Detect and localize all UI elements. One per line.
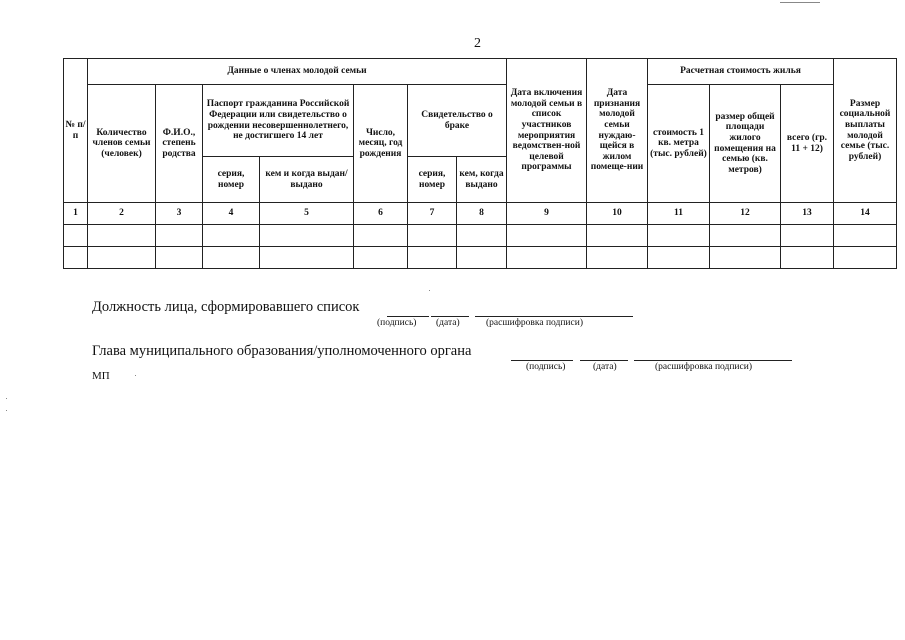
scan-speck bbox=[6, 398, 7, 399]
column-number: 5 bbox=[260, 203, 354, 225]
signature-1-decode-caption: (расшифровка подписи) bbox=[486, 318, 583, 328]
empty-cell bbox=[834, 247, 897, 269]
header-family-count: Количество членов семьи (человек) bbox=[88, 85, 156, 203]
scan-speck bbox=[429, 290, 430, 291]
header-total: всего (гр. 11 + 12) bbox=[781, 85, 834, 203]
empty-cell bbox=[781, 225, 834, 247]
signature-1-sig-line bbox=[387, 316, 429, 317]
empty-cell bbox=[457, 225, 507, 247]
signature-2-sig-caption: (подпись) bbox=[526, 362, 566, 372]
empty-cell bbox=[834, 225, 897, 247]
header-area: размер общей площади жилого помещения на семью (кв. метров) bbox=[710, 85, 781, 203]
signature-2-sig-line bbox=[511, 360, 573, 361]
header-passport-series: серия, номер bbox=[203, 157, 260, 203]
header-n: № п/п bbox=[64, 59, 88, 203]
empty-cell bbox=[203, 247, 260, 269]
header-recognition-date: Дата признания молодой семьи нуждаю-щейся в жилом помеще-нии bbox=[587, 59, 648, 203]
signature-1-date-caption: (дата) bbox=[436, 318, 460, 328]
table-row bbox=[64, 225, 897, 247]
signature-1-sig-caption: (подпись) bbox=[377, 318, 417, 328]
header-cost-per-m2: стоимость 1 кв. метра (тыс. рублей) bbox=[648, 85, 710, 203]
header-housing-cost-group: Расчетная стоимость жилья bbox=[648, 59, 834, 85]
header-marriage-series: серия, номер bbox=[408, 157, 457, 203]
column-number: 2 bbox=[88, 203, 156, 225]
scan-speck bbox=[135, 375, 136, 376]
signature-1-label: Должность лица, сформировавшего список bbox=[92, 299, 360, 315]
signature-2-date-line bbox=[580, 360, 628, 361]
empty-cell bbox=[408, 225, 457, 247]
empty-cell bbox=[507, 225, 587, 247]
signature-2-decode-line bbox=[634, 360, 792, 361]
header-inclusion-date: Дата включения молодой семьи в список участников мероприятия ведомствен-ной целевой программы bbox=[507, 59, 587, 203]
empty-cell bbox=[156, 225, 203, 247]
empty-cell bbox=[408, 247, 457, 269]
header-marriage-issued: кем, когда выдано bbox=[457, 157, 507, 203]
empty-cell bbox=[354, 225, 408, 247]
empty-cell bbox=[64, 247, 88, 269]
empty-cell bbox=[587, 247, 648, 269]
empty-cell bbox=[587, 225, 648, 247]
scan-speck bbox=[780, 2, 820, 3]
signature-2-decode-caption: (расшифровка подписи) bbox=[655, 362, 752, 372]
column-number: 1 bbox=[64, 203, 88, 225]
empty-cell bbox=[88, 225, 156, 247]
signature-1-date-line bbox=[431, 316, 469, 317]
column-number: 10 bbox=[587, 203, 648, 225]
page-number: 2 bbox=[474, 36, 481, 51]
empty-cell bbox=[710, 247, 781, 269]
empty-cell bbox=[260, 225, 354, 247]
empty-cell bbox=[156, 247, 203, 269]
empty-cell bbox=[88, 247, 156, 269]
empty-cell bbox=[203, 225, 260, 247]
header-fio: Ф.И.О., степень родства bbox=[156, 85, 203, 203]
column-number: 13 bbox=[781, 203, 834, 225]
column-number: 3 bbox=[156, 203, 203, 225]
empty-cell bbox=[507, 247, 587, 269]
signature-2-label: Глава муниципального образования/уполномоченного органа bbox=[92, 343, 472, 359]
table-row bbox=[64, 247, 897, 269]
column-number: 9 bbox=[507, 203, 587, 225]
empty-cell bbox=[648, 247, 710, 269]
header-passport-issued: кем и когда выдан/выдано bbox=[260, 157, 354, 203]
empty-cell bbox=[457, 247, 507, 269]
empty-cell bbox=[260, 247, 354, 269]
stamp-place-label: МП bbox=[92, 370, 110, 382]
column-number: 14 bbox=[834, 203, 897, 225]
header-passport-group: Паспорт гражданина Российской Федерации или свидетельство о рождении несовершеннолетнего, не достигшего 14 лет bbox=[203, 85, 354, 157]
empty-cell bbox=[354, 247, 408, 269]
family-list-table bbox=[63, 58, 897, 269]
column-number: 6 bbox=[354, 203, 408, 225]
signature-2-date-caption: (дата) bbox=[593, 362, 617, 372]
signature-1-decode-line bbox=[475, 316, 633, 317]
scan-speck bbox=[6, 410, 7, 411]
header-family-members-group: Данные о членах молодой семьи bbox=[88, 59, 507, 85]
empty-cell bbox=[781, 247, 834, 269]
column-number: 4 bbox=[203, 203, 260, 225]
empty-cell bbox=[648, 225, 710, 247]
column-number: 8 bbox=[457, 203, 507, 225]
column-number: 7 bbox=[408, 203, 457, 225]
column-number: 12 bbox=[710, 203, 781, 225]
header-payment: Размер социальной выплаты молодой семье (тыс. рублей) bbox=[834, 59, 897, 203]
empty-cell bbox=[710, 225, 781, 247]
empty-cell bbox=[64, 225, 88, 247]
column-number: 11 bbox=[648, 203, 710, 225]
header-birth-date: Число, месяц, год рождения bbox=[354, 85, 408, 203]
header-marriage-group: Свидетельство о браке bbox=[408, 85, 507, 157]
